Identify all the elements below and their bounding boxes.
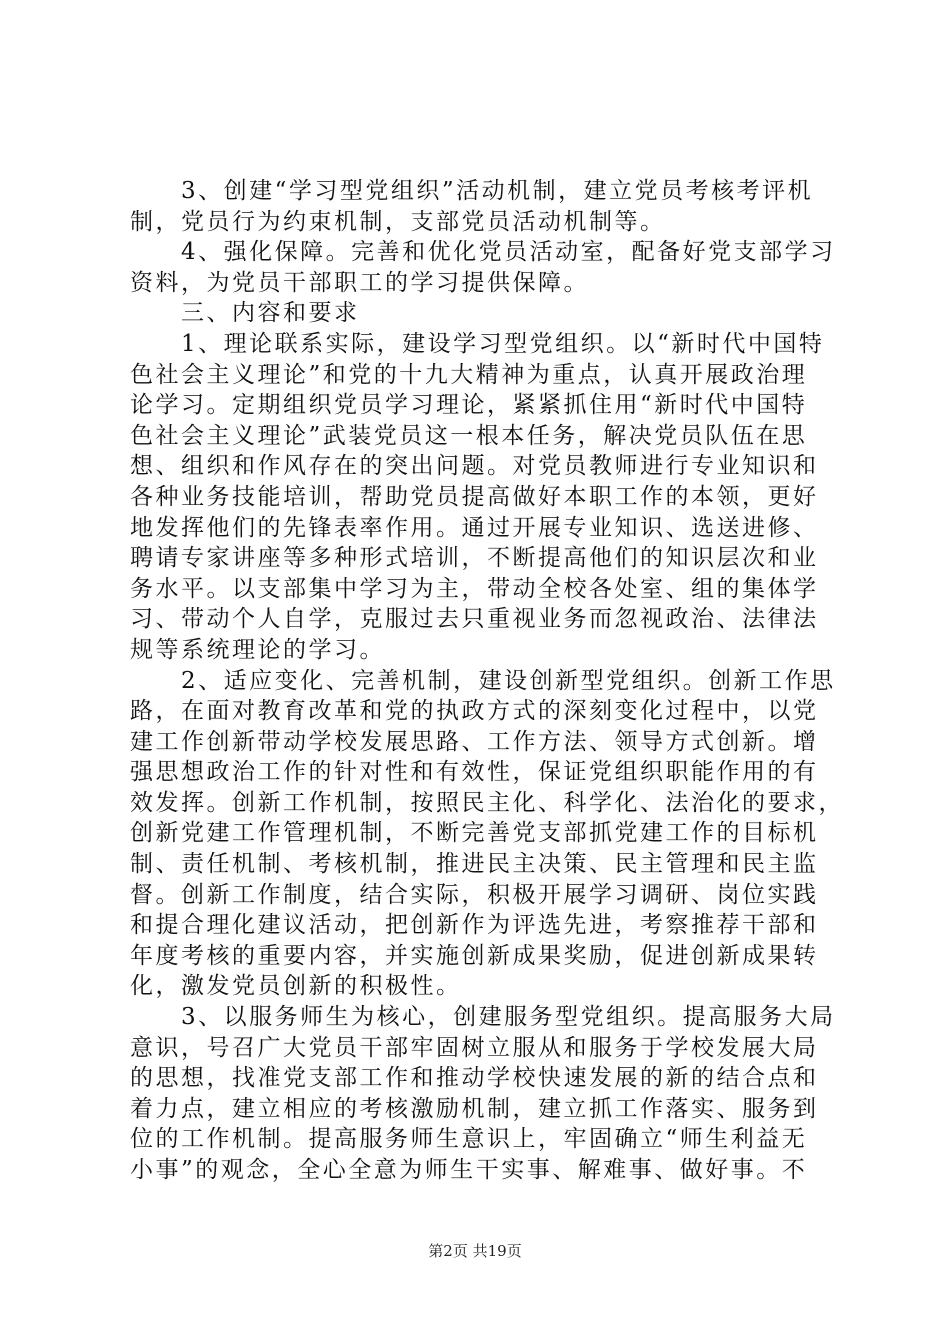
- document-body: [130, 176, 844, 1186]
- text-line: 位的工作机制。提高服务师生意识上，牢固确立“师生利益无: [130, 1126, 808, 1153]
- text-line: 想、组织和作风存在的突出问题。对党员教师进行专业知识和: [130, 453, 819, 480]
- text-line: 强思想政治工作的针对性和有效性，保证党组织职能作用的有: [130, 759, 819, 786]
- text-line: 和提合理化建议活动，把创新作为评选先进，考察推荐干部和: [130, 912, 819, 939]
- text-line: 3、创建“学习型党组织”活动机制，建立党员考核考评机: [130, 178, 814, 204]
- text-line: 的思想，找准党支部工作和推动学校快速发展的新的结合点和: [130, 1065, 819, 1092]
- text-line: 2、适应变化、完善机制，建设创新型党组织。创新工作思: [130, 667, 836, 694]
- text-line: 聘请专家讲座等多种形式培训，不断提高他们的知识层次和业: [130, 545, 819, 572]
- text-line: 制、责任机制、考核机制，推进民主决策、民主管理和民主监: [130, 851, 819, 878]
- text-line: 色社会主义理论”和党的十九大精神为重点，认真开展政治理: [130, 361, 808, 388]
- text-line: 各种业务技能培训，帮助党员提高做好本职工作的本领，更好: [130, 483, 819, 510]
- page-number-footer: 第2页 共19页: [428, 1242, 522, 1260]
- text-line: 化，激发党员创新的积极性。: [130, 973, 462, 1000]
- text-line: 创新党建工作管理机制，不断完善党支部抓党建工作的目标机: [130, 820, 819, 847]
- text-line: 3、以服务师生为核心，创建服务型党组织。提高服务大局: [130, 1004, 836, 1031]
- text-line: 习、带动个人自学，克服过去只重视业务而忽视政治、法律法: [130, 606, 819, 633]
- text-line: 小事”的观念，全心全意为师生干实事、解难事、做好事。不: [130, 1157, 808, 1183]
- text-line: 地发挥他们的先锋表率作用。通过开展专业知识、选送进修、: [130, 514, 819, 541]
- text-line: 着力点，建立相应的考核激励机制，建立抓工作落实、服务到: [130, 1095, 819, 1122]
- text-line: 路，在面对教育改革和党的执政方式的深刻变化过程中，以党: [130, 698, 819, 725]
- text-line: 规等系统理论的学习。: [130, 636, 385, 663]
- text-line: 1、理论联系实际，建设学习型党组织。以“新时代中国特: [130, 330, 825, 357]
- text-line: 督。创新工作制度，结合实际，积极开展学习调研、岗位实践: [130, 881, 819, 908]
- text-line: 论学习。定期组织党员学习理论，紧紧抓住用“新时代中国特: [130, 392, 808, 419]
- text-line: 资料，为党员干部职工的学习提供保障。: [130, 269, 589, 296]
- text-line: 建工作创新带动学校发展思路、工作方法、领导方式创新。增: [130, 728, 819, 755]
- text-line: 4、强化保障。完善和优化党员活动室，配备好党支部学习: [130, 239, 836, 266]
- text-line: 务水平。以支部集中学习为主，带动全校各处室、组的集体学: [130, 575, 819, 602]
- text-line: 意识，号召广大党员干部牢固树立服从和服务于学校发展大局: [130, 1034, 819, 1061]
- text-line: 色社会主义理论”武装党员这一根本任务，解决党员队伍在思: [130, 422, 808, 449]
- section-heading: 三、内容和要求: [130, 300, 360, 327]
- text-line: 年度考核的重要内容，并实施创新成果奖励，促进创新成果转: [130, 942, 819, 969]
- text-line: 效发挥。创新工作机制，按照民主化、科学化、法治化的要求，: [130, 789, 844, 816]
- text-line: 制，党员行为约束机制，支部党员活动机制等。: [130, 208, 666, 235]
